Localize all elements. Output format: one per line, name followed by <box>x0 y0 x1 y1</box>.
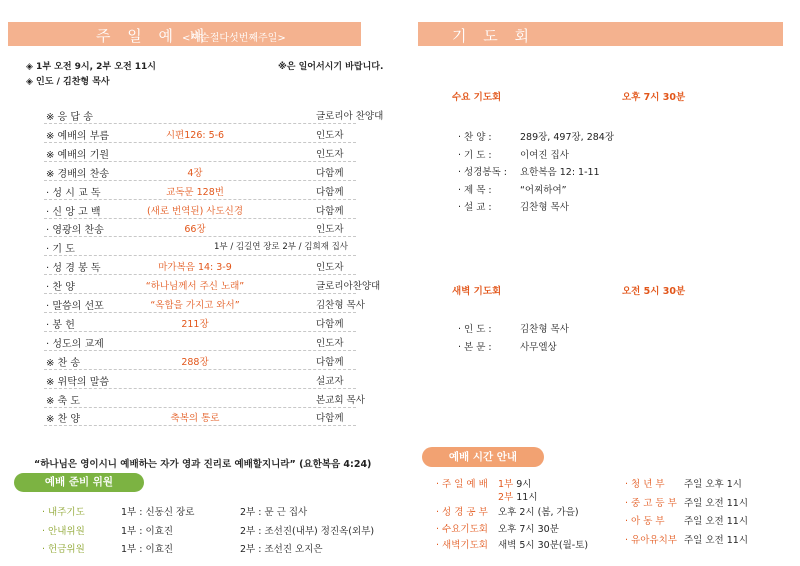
order-divider <box>44 218 356 219</box>
order-role: 다함께 <box>316 413 344 425</box>
committee-first: 1부 : 이효진 <box>121 544 173 555</box>
order-label: · 신 앙 고 백 <box>46 206 101 218</box>
standing-notice: ※은 일어서시기 바랍니다. <box>278 62 384 72</box>
schedule-value: 새벽 5시 30분(월-토) <box>498 540 589 551</box>
dawn-item-label: · 인 도 : <box>458 324 492 335</box>
schedule-label: · 성 경 공 부 <box>436 507 488 518</box>
schedule-time: 9시 <box>516 479 532 490</box>
committee-first: 1부 : 이효진 <box>121 525 173 537</box>
order-label: ※ 위탁의 말씀 <box>46 376 110 388</box>
committee-role: · 안내위원 <box>42 525 85 537</box>
order-label: ※ 축 도 <box>46 395 81 407</box>
dawn-prayer-name: 새벽 기도회 <box>452 286 502 297</box>
order-label: · 영광의 찬송 <box>46 225 104 237</box>
order-divider <box>44 274 356 275</box>
order-label: · 성도의 교제 <box>46 338 104 350</box>
dawn-item-value: 김찬형 목사 <box>520 324 569 335</box>
order-role: 다함께 <box>316 167 344 179</box>
order-divider <box>44 407 356 408</box>
order-label: ※ 경배의 찬송 <box>46 168 110 180</box>
order-detail: 288장 <box>181 356 209 368</box>
order-detail: 66장 <box>184 224 206 236</box>
committee-title: 예배 준비 위원 <box>14 473 144 492</box>
worship-leader: ◈ 인도 / 김찬형 목사 <box>26 77 110 87</box>
order-divider <box>44 388 356 389</box>
order-detail: 4장 <box>187 167 203 179</box>
schedule-value <box>498 489 538 503</box>
order-role: 인도자 <box>316 224 344 236</box>
order-divider <box>44 236 356 237</box>
order-label: ※ 예배의 부름 <box>46 130 110 142</box>
schedule-time: 11시 <box>516 492 538 503</box>
schedule-label: · 아 동 부 <box>625 516 665 527</box>
order-role: 인도자 <box>316 148 344 160</box>
prayer-title: 기 도 회 <box>452 27 536 45</box>
wed-item-label: · 성경봉독 : <box>458 167 507 178</box>
order-detail: 시편126: 5-6 <box>165 129 225 141</box>
order-divider <box>44 331 356 332</box>
order-detail: 축복의 통로 <box>170 413 220 425</box>
committee-second: 2부 : 문 근 집사 <box>240 507 308 518</box>
schedule-label: · 유아유치부 <box>625 534 677 546</box>
order-detail: “하나님께서 주신 노래” <box>145 281 245 293</box>
order-divider <box>44 293 356 294</box>
order-divider <box>44 142 356 143</box>
order-divider <box>44 425 356 426</box>
schedule-title: 예배 시간 안내 <box>422 447 544 467</box>
order-label: ※ 응 답 송 <box>46 112 93 123</box>
order-role: 설교자 <box>316 375 344 387</box>
wed-prayer-name: 수요 기도회 <box>452 92 502 103</box>
service-times: ◈ 1부 오전 9시, 2부 오전 11시 <box>26 62 157 72</box>
worship-title: 주 일 예 배 <box>96 27 211 45</box>
dawn-item-label: · 본 문 : <box>458 341 492 353</box>
schedule-value: 주일 오전 11시 <box>684 497 749 509</box>
wed-item-label: · 기 도 : <box>458 149 492 161</box>
dawn-prayer-time: 오전 5시 30분 <box>622 286 686 297</box>
order-label: · 찬 양 <box>46 282 75 294</box>
order-role: 다함께 <box>316 318 344 330</box>
order-label: ※ 예배의 기원 <box>46 149 110 161</box>
wed-item-label: · 설 교 : <box>458 202 492 213</box>
committee-second: 2부 : 조선진(내부) 정진옥(외부) <box>240 525 375 537</box>
order-role: 다함께 <box>316 205 344 217</box>
order-label: · 말씀의 선포 <box>46 301 104 312</box>
order-role: 글로리아찬양대 <box>316 281 381 293</box>
order-label: · 기 도 <box>46 244 75 256</box>
order-role: 다함께 <box>316 186 344 198</box>
schedule-value: 주일 오전 11시 <box>684 516 749 527</box>
committee-role: · 내주기도 <box>42 507 85 518</box>
order-divider <box>44 312 356 313</box>
schedule-value: 오후 2시 (봄, 가을) <box>498 507 579 518</box>
order-divider <box>44 123 356 124</box>
order-role: 인도자 <box>316 337 344 349</box>
committee-first: 1부 : 신동신 장로 <box>121 507 195 518</box>
schedule-label: · 주 일 예 배 <box>436 479 488 490</box>
order-label: · 성 경 봉 독 <box>46 263 101 275</box>
order-divider <box>44 180 356 181</box>
schedule-label: · 중 고 등 부 <box>625 497 677 509</box>
schedule-label: · 청 년 부 <box>625 479 665 490</box>
wed-prayer-time: 오후 7시 30분 <box>622 92 686 103</box>
schedule-value: 오후 7시 30분 <box>498 524 559 535</box>
wed-item-label: · 제 목 : <box>458 184 492 196</box>
order-divider <box>44 161 356 162</box>
order-detail: 교독문 128번 <box>166 186 224 198</box>
order-label: · 성 시 교 독 <box>46 187 101 199</box>
worship-subtitle: <사순절다섯번째주일> <box>182 33 286 44</box>
schedule-label: · 수요기도회 <box>436 524 488 535</box>
wed-item-value: “어찌하여” <box>520 184 567 196</box>
wed-item-value: 289장, 497장, 284장 <box>520 132 615 143</box>
wed-item-value: 김찬형 목사 <box>520 202 569 213</box>
order-divider <box>44 369 356 370</box>
wed-item-value: 요한복음 12: 1-11 <box>520 167 600 178</box>
schedule-value: 주일 오후 1시 <box>684 479 742 490</box>
schedule-part: 2부 <box>498 492 517 503</box>
order-divider <box>44 255 356 256</box>
wed-item-label: · 찬 양 : <box>458 132 492 143</box>
order-role: 글로리아 찬양대 <box>316 111 384 122</box>
order-detail: “옥합을 가지고 와서” <box>150 300 240 311</box>
order-divider <box>44 350 356 351</box>
order-label: · 봉 헌 <box>46 319 75 331</box>
schedule-label: · 새벽기도회 <box>436 540 488 551</box>
order-role: 다함께 <box>316 356 344 368</box>
wed-item-value: 이여진 집사 <box>520 149 569 161</box>
committee-second: 2부 : 조선진 오지은 <box>240 544 323 555</box>
order-role: 인도자 <box>316 129 344 141</box>
schedule-value: 주일 오전 11시 <box>684 534 749 546</box>
order-detail: (새로 번역된) 사도신경 <box>146 205 244 217</box>
order-role: 인도자 <box>316 262 344 274</box>
schedule-part: 1부 <box>498 479 517 490</box>
order-divider <box>44 199 356 200</box>
order-label: ※ 찬 송 <box>46 357 81 369</box>
order-role: 김찬형 목사 <box>316 300 365 311</box>
order-role: 본교회 목사 <box>316 394 365 406</box>
order-detail: 마가복음 14: 3-9 <box>158 262 232 274</box>
scripture-verse: “하나님은 영이시니 예배하는 자가 영과 진리로 예배할지니라” (요한복음 4:24) <box>34 459 372 470</box>
order-role: 1부 / 김길연 장로 2부 / 김희재 집사 <box>214 242 348 253</box>
order-label: ※ 찬 양 <box>46 414 81 426</box>
committee-role: · 헌금위원 <box>42 544 85 555</box>
order-detail: 211장 <box>181 318 209 330</box>
dawn-item-value: 사무엘상 <box>520 341 557 353</box>
schedule-value <box>498 476 531 490</box>
